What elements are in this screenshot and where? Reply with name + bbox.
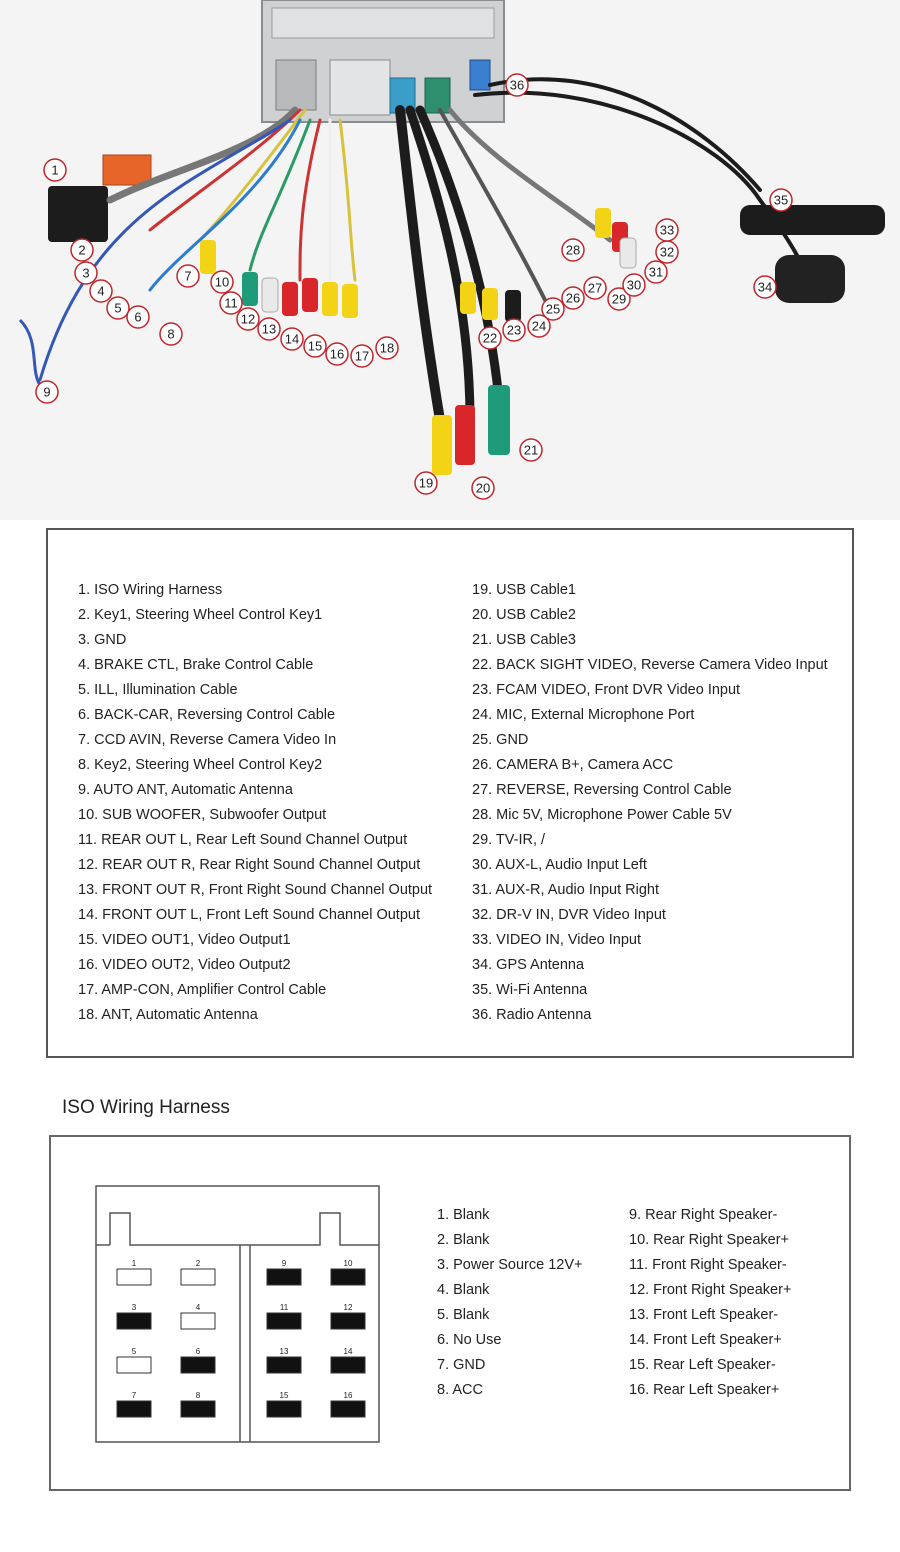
- pin-slot: [331, 1269, 365, 1285]
- legend-item: 24. MIC, External Microphone Port: [472, 707, 695, 723]
- callout-9: [36, 381, 58, 403]
- legend-item: 32. DR-V IN, DVR Video Input: [472, 907, 666, 923]
- legend-item: 20. USB Cable2: [472, 607, 576, 623]
- legend-item: 29. TV-IR, /: [472, 832, 546, 848]
- callout-number: 25: [545, 301, 561, 317]
- callout-22: [479, 327, 501, 349]
- legend-item: 8. Key2, Steering Wheel Control Key2: [78, 757, 323, 773]
- pin-list-left: [437, 1203, 583, 1403]
- callout-number: 36: [509, 77, 525, 93]
- legend-item: 18. ANT, Automatic Antenna: [78, 1007, 258, 1023]
- legend-item: 30. AUX-L, Audio Input Left: [472, 857, 647, 873]
- callout-20: [472, 477, 494, 499]
- pin-description: 2. Blank: [437, 1232, 490, 1248]
- wire-bundle: [40, 79, 810, 420]
- pin-slot: [117, 1269, 151, 1285]
- pin-description: 15. Rear Left Speaker-: [629, 1357, 776, 1373]
- callout-13: [258, 318, 280, 340]
- callout-number: 30: [626, 277, 642, 293]
- pin-description: 5. Blank: [437, 1307, 490, 1323]
- legend-item: 19. USB Cable1: [472, 582, 576, 598]
- pin-slot: [181, 1357, 215, 1373]
- pin-list-right: [629, 1203, 791, 1403]
- pin-number: 5: [131, 1347, 137, 1356]
- pin-slot: [117, 1357, 151, 1373]
- pin-description: 16. Rear Left Speaker+: [629, 1382, 780, 1398]
- legend-item: 26. CAMERA B+, Camera ACC: [472, 757, 674, 773]
- callout-number: 35: [773, 192, 789, 208]
- callout-16: [326, 343, 348, 365]
- legend-item: 12. REAR OUT R, Rear Right Sound Channel Output: [78, 857, 421, 873]
- pin-number: 3: [131, 1303, 137, 1312]
- callout-2: [71, 239, 93, 261]
- callout-26: [562, 287, 584, 309]
- callout-19: [415, 472, 437, 494]
- pin-description: 6. No Use: [437, 1332, 502, 1348]
- pin-description: 10. Rear Right Speaker+: [629, 1232, 789, 1248]
- callout-10: [211, 271, 233, 293]
- legend-item: 4. BRAKE CTL, Brake Control Cable: [78, 657, 314, 673]
- callout-number: 2: [78, 242, 86, 258]
- cable-legend: [46, 528, 854, 1058]
- pin-description: 13. Front Left Speaker-: [629, 1307, 779, 1323]
- legend-column-right: [472, 578, 828, 1028]
- legend-item: 17. AMP-CON, Amplifier Control Cable: [78, 982, 327, 998]
- callout-number: 16: [329, 346, 345, 362]
- pin-description: 8. ACC: [437, 1382, 483, 1398]
- pin-number: 8: [195, 1391, 201, 1400]
- callout-7: [177, 265, 199, 287]
- callout-30: [623, 274, 645, 296]
- pin-number: 16: [343, 1391, 353, 1400]
- legend-item: 9. AUTO ANT, Automatic Antenna: [78, 782, 293, 798]
- legend-item: 33. VIDEO IN, Video Input: [472, 932, 641, 948]
- legend-item: 5. ILL, Illumination Cable: [78, 682, 238, 698]
- callout-32: [656, 241, 678, 263]
- callout-8: [160, 323, 182, 345]
- legend-item: 21. USB Cable3: [472, 632, 576, 648]
- callout-15: [304, 335, 326, 357]
- antennas: [20, 205, 885, 385]
- callout-36: [506, 74, 528, 96]
- pin-slot: [181, 1269, 215, 1285]
- pin-number: 4: [195, 1303, 201, 1312]
- callout-number: 27: [587, 280, 603, 296]
- legend-item: 6. BACK-CAR, Reversing Control Cable: [78, 707, 336, 723]
- pin-slot: [117, 1313, 151, 1329]
- legend-item: 31. AUX-R, Audio Input Right: [472, 882, 659, 898]
- legend-item: 27. REVERSE, Reversing Control Cable: [472, 782, 732, 798]
- pin-number: 9: [281, 1259, 287, 1268]
- callout-number: 6: [134, 309, 142, 325]
- callout-25: [542, 298, 564, 320]
- harness-illustration: [0, 0, 900, 520]
- callout-number: 22: [482, 330, 498, 346]
- iso-section-title: ISO Wiring Harness: [62, 1097, 230, 1118]
- callout-27: [584, 277, 606, 299]
- callout-34: [754, 276, 776, 298]
- callout-number: 33: [659, 222, 675, 238]
- legend-item: 15. VIDEO OUT1, Video Output1: [78, 932, 291, 948]
- legend-item: 11. REAR OUT L, Rear Left Sound Channel Output: [78, 832, 408, 848]
- callout-1: [44, 159, 66, 181]
- callout-number: 10: [214, 274, 230, 290]
- callout-number: 5: [114, 300, 122, 316]
- pin-description: 12. Front Right Speaker+: [629, 1282, 792, 1298]
- pin-number: 2: [195, 1259, 201, 1268]
- pin-slot: [331, 1357, 365, 1373]
- pin-number: 12: [343, 1303, 353, 1312]
- callout-number: 21: [523, 442, 539, 458]
- pin-slot: [117, 1401, 151, 1417]
- legend-column-left: [78, 578, 432, 1028]
- callout-35: [770, 189, 792, 211]
- callout-number: 7: [184, 268, 192, 284]
- legend-item: 25. GND: [472, 732, 529, 748]
- pin-number: 15: [279, 1391, 289, 1400]
- callout-33: [656, 219, 678, 241]
- callout-4: [90, 280, 112, 302]
- pin-slot: [267, 1401, 301, 1417]
- callout-number: 8: [167, 326, 175, 342]
- callout-number: 4: [97, 283, 105, 299]
- callout-number: 34: [757, 279, 773, 295]
- pin-slot: [267, 1357, 301, 1373]
- callout-number: 20: [475, 480, 491, 496]
- legend-item: 7. CCD AVIN, Reverse Camera Video In: [78, 732, 337, 748]
- pin-description: 4. Blank: [437, 1282, 490, 1298]
- callout-23: [503, 319, 525, 341]
- legend-item: 23. FCAM VIDEO, Front DVR Video Input: [472, 682, 741, 698]
- pin-number: 13: [279, 1347, 289, 1356]
- callout-number: 18: [379, 340, 395, 356]
- legend-item: 13. FRONT OUT R, Front Right Sound Channel Output: [78, 882, 433, 898]
- pin-number: 1: [131, 1259, 137, 1268]
- callout-number: 24: [531, 318, 547, 334]
- pin-slot: [267, 1269, 301, 1285]
- callout-17: [351, 345, 373, 367]
- legend-item: 28. Mic 5V, Microphone Power Cable 5V: [472, 807, 732, 823]
- pin-description: 11. Front Right Speaker-: [629, 1257, 787, 1273]
- callout-14: [281, 328, 303, 350]
- pin-slot: [181, 1313, 215, 1329]
- callout-number: 23: [506, 322, 522, 338]
- callout-5: [107, 297, 129, 319]
- callout-number: 12: [240, 311, 256, 327]
- pin-slot: [331, 1401, 365, 1417]
- callout-number: 1: [51, 162, 59, 178]
- callout-number: 32: [659, 244, 675, 260]
- legend-item: 34. GPS Antenna: [472, 957, 585, 973]
- pin-description: 1. Blank: [437, 1207, 490, 1223]
- iso-connector-diagram: [95, 1185, 380, 1443]
- legend-item: 3. GND: [78, 632, 127, 648]
- callout-12: [237, 308, 259, 330]
- callout-3: [75, 262, 97, 284]
- legend-item: 16. VIDEO OUT2, Video Output2: [78, 957, 291, 973]
- iso-wiring-box: [49, 1135, 851, 1491]
- legend-item: 14. FRONT OUT L, Front Left Sound Channel Output: [78, 907, 420, 923]
- pin-number: 10: [343, 1259, 353, 1268]
- pin-slot: [267, 1313, 301, 1329]
- callout-number: 9: [43, 384, 51, 400]
- callout-number: 19: [418, 475, 434, 491]
- pin-number: 7: [131, 1391, 137, 1400]
- pin-slot: [331, 1313, 365, 1329]
- callout-6: [127, 306, 149, 328]
- callout-number: 26: [565, 290, 581, 306]
- callout-18: [376, 337, 398, 359]
- callout-number: 31: [648, 264, 664, 280]
- callout-21: [520, 439, 542, 461]
- legend-item: 36. Radio Antenna: [472, 1007, 592, 1023]
- pin-description: 7. GND: [437, 1357, 486, 1373]
- pin-description: 14. Front Left Speaker+: [629, 1332, 782, 1348]
- callout-number: 15: [307, 338, 323, 354]
- callouts: [36, 74, 792, 499]
- pin-number: 6: [195, 1347, 201, 1356]
- callout-number: 29: [611, 291, 627, 307]
- callout-number: 28: [565, 242, 581, 258]
- callout-number: 14: [284, 331, 300, 347]
- callout-number: 3: [82, 265, 90, 281]
- pin-slot: [181, 1401, 215, 1417]
- legend-item: 1. ISO Wiring Harness: [78, 582, 223, 598]
- pin-number: 14: [343, 1347, 353, 1356]
- callout-31: [645, 261, 667, 283]
- callout-11: [220, 292, 242, 314]
- pin-number: 11: [279, 1303, 289, 1312]
- harness-photo: [0, 0, 900, 520]
- legend-item: 10. SUB WOOFER, Subwoofer Output: [78, 807, 327, 823]
- legend-item: 35. Wi-Fi Antenna: [472, 982, 588, 998]
- legend-item: 22. BACK SIGHT VIDEO, Reverse Camera Video Input: [472, 657, 828, 673]
- head-unit: [262, 0, 504, 122]
- callout-number: 11: [224, 295, 238, 311]
- callout-number: 13: [261, 321, 277, 337]
- callout-number: 17: [354, 348, 370, 364]
- pin-description: 9. Rear Right Speaker-: [629, 1207, 778, 1223]
- callout-28: [562, 239, 584, 261]
- legend-item: 2. Key1, Steering Wheel Control Key1: [78, 607, 323, 623]
- pin-description: 3. Power Source 12V+: [437, 1257, 583, 1273]
